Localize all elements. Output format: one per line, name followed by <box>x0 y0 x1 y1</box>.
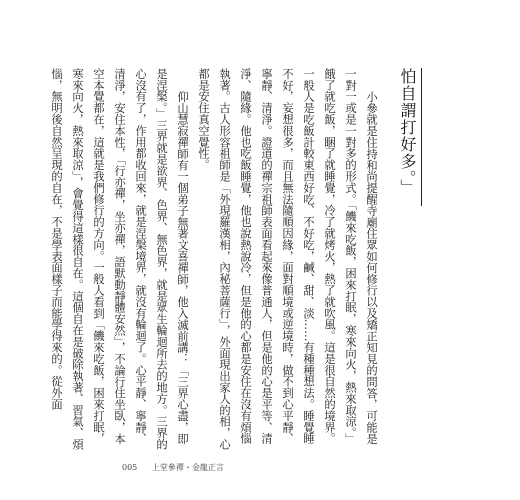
paragraph-2: 仰山慧寂禪師有一個弟子無著文喜禪師，他入滅前講：「三界心盡，即是涅槃。」三界就是欲界、色界、無色界，就是眾生輪迴所去的地方。三界的心沒有了，作用都收回來，就是涅槃境界，就沒有輪迴了。心平靜、寧靜、清淨，安住本性，「行亦禪，坐亦禪，語默動靜體安然」，不論行住坐臥，本空本覺都在，這就是我們修行的方向。一般人看到「饑來吃飯，困來打眠，寒來向火，熱來取涼」，會覺得這樣很自在。這個自在是破除執著、習氣、煩惱，無明後自然呈現的自在，不是學表面樣子而能學得來的。從外面 <box>50 68 189 450</box>
body-text <box>50 68 382 453</box>
chapter-title-box <box>396 68 422 206</box>
page-number: 005 <box>122 463 138 472</box>
page-footer <box>122 462 224 473</box>
book-title: 上堂參禪・金龍正言 <box>151 463 224 472</box>
paragraph-1: 小參就是住持和尚提醒寺廟住眾如何修行以及矯正知見的問答，可能是一對一或是一對多的形式。「饑來吃飯，困來打眠，寒來向火，熱來取涼。」餓了就吃飯，睏了就睡覺，冷了就烤火，熱了就吹風。這是很自然的境界。一般人是吃飯計較東西好吃、不好吃，鹹、甜、淡……有種種想法。睡覺睡不好，妄想很多，而且無法隨順因緣，面對順境或逆境時，做不到心平靜、寧靜、清淨。證道的禪宗祖師表面看起來像普通人，但是他的心是平等、清淨、隨緣。他也吃飯睡覺，他也說熱說冷，但是他的心都是安住在沒有煩惱執著。古人形容祖師是「外現羅漢相，內秘菩薩行」，外面現出家人的相，心都是安住真空覺性。 <box>197 68 378 450</box>
chapter-title: 怕自謂打好多。」 <box>398 68 417 196</box>
